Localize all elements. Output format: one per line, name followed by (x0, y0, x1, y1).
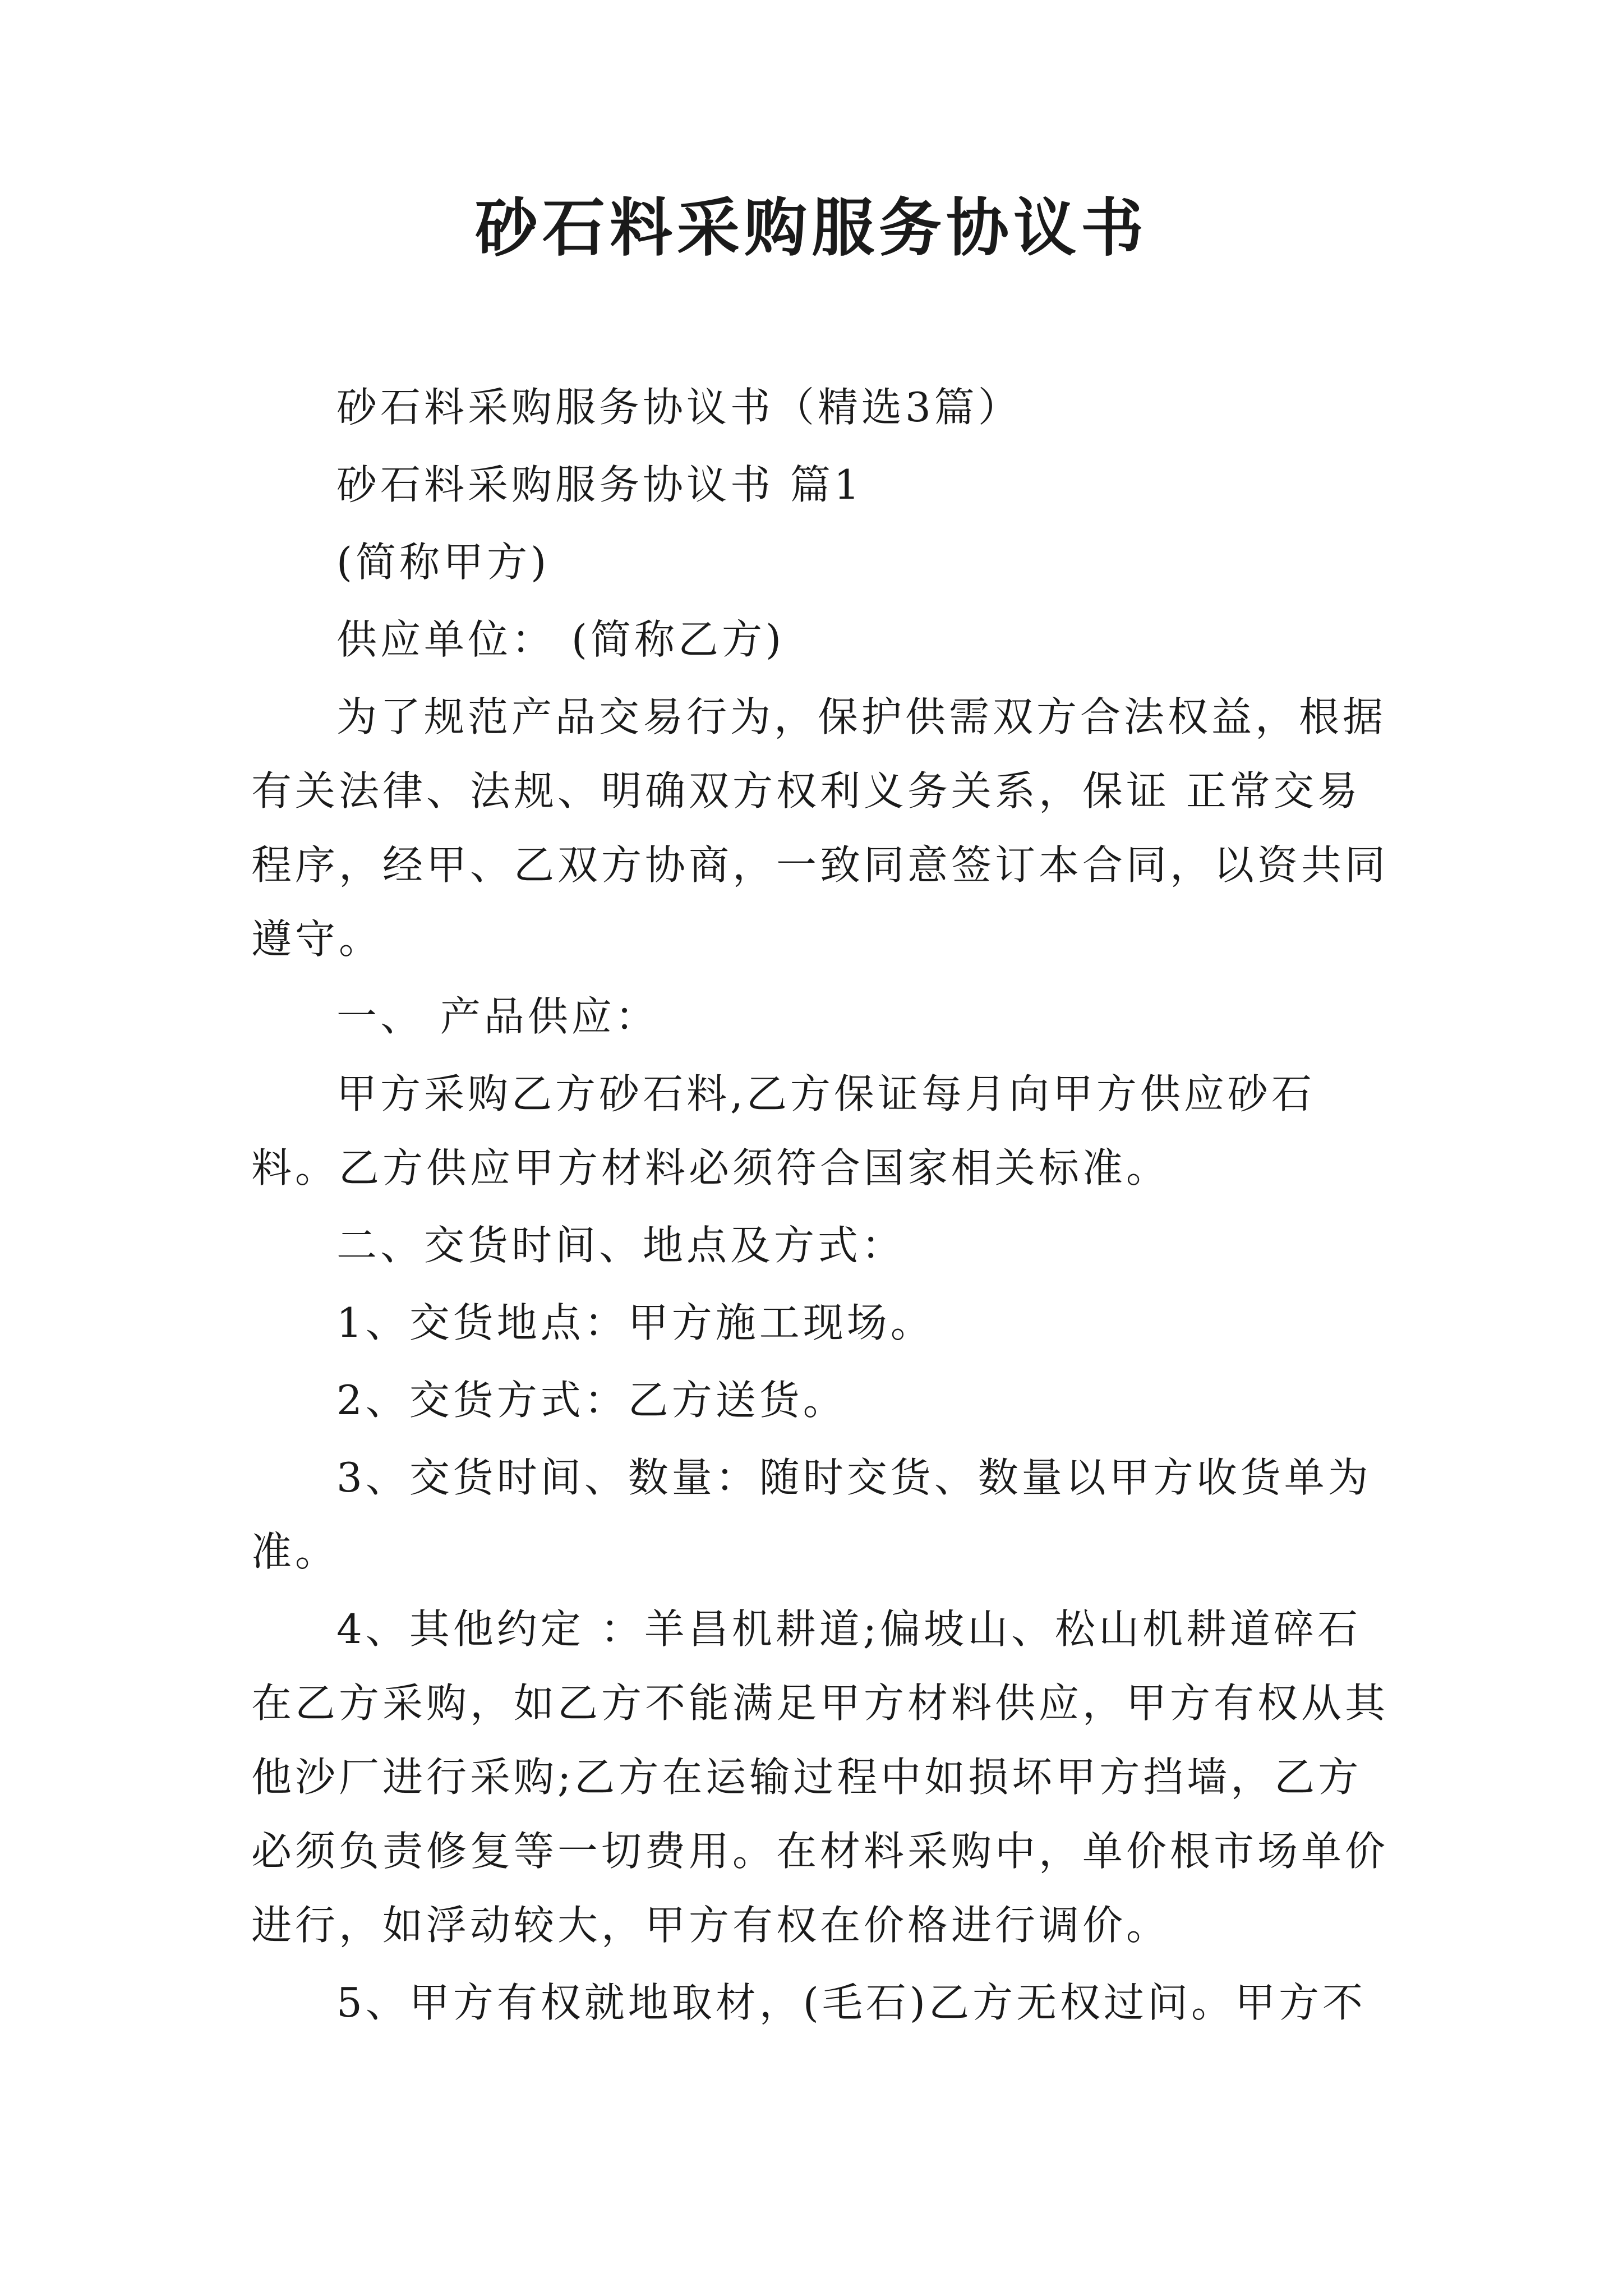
paragraph-clause-2-item-1: 1、交货地点：甲方施工现场。 (336, 1299, 934, 1346)
paragraph-preamble: 为了规范产品交易行为，保护供需双方合法权益，根据有关法律、法规、明确双方权利义务关系，保证 正常交易程序，经甲、乙双方协商，一致同意签订本合同，以资共同遵守。 (251, 693, 1389, 963)
document-body (251, 370, 1390, 2043)
paragraph-section-heading: 砂石料采购服务协议书 篇1 (336, 461, 863, 508)
paragraph-clause-2-item-2: 2、交货方式：乙方送货。 (336, 1377, 847, 1424)
document-title: 砂石料采购服务协议书 (475, 192, 1148, 265)
paragraph-clause-2-item-3: 3、交货时间、数量：随时交货、数量以甲方收货单为准。 (251, 1454, 1372, 1575)
paragraph-party-a: (简称甲方) (336, 539, 550, 586)
paragraph-clause-2-item-5: 5、甲方有权就地取材，(毛石)乙方无权过问。甲方不 (336, 1979, 1366, 2026)
paragraph-clause-1-body: 甲方采购乙方砂石料,乙方保证每月向甲方供应砂石料。乙方供应甲方材料必须符合国家相关标准。 (251, 1070, 1315, 1191)
paragraph-clause-2-heading: 二、交货时间、地点及方式： (336, 1222, 906, 1269)
paragraph-party-b: 供应单位： (简称乙方) (336, 616, 785, 663)
paragraph-clause-1-heading: 一、 产品供应： (336, 993, 659, 1040)
paragraph-clause-2-item-4: 4、其他约定 ：羊昌机耕道;偏坡山、松山机耕道碎石在乙方采购，如乙方不能满足甲方材料供应，甲方有权从其他沙厂进行采购;乙方在运输过程中如损坏甲方挡墙，乙方必须负责修复等一切费用。在材料采购中，单价根市场单价进行，如浮动较大，甲方有权在价格进行调价。 (251, 1605, 1389, 1949)
paragraph-subtitle: 砂石料采购服务协议书（精选3篇） (336, 384, 1022, 431)
